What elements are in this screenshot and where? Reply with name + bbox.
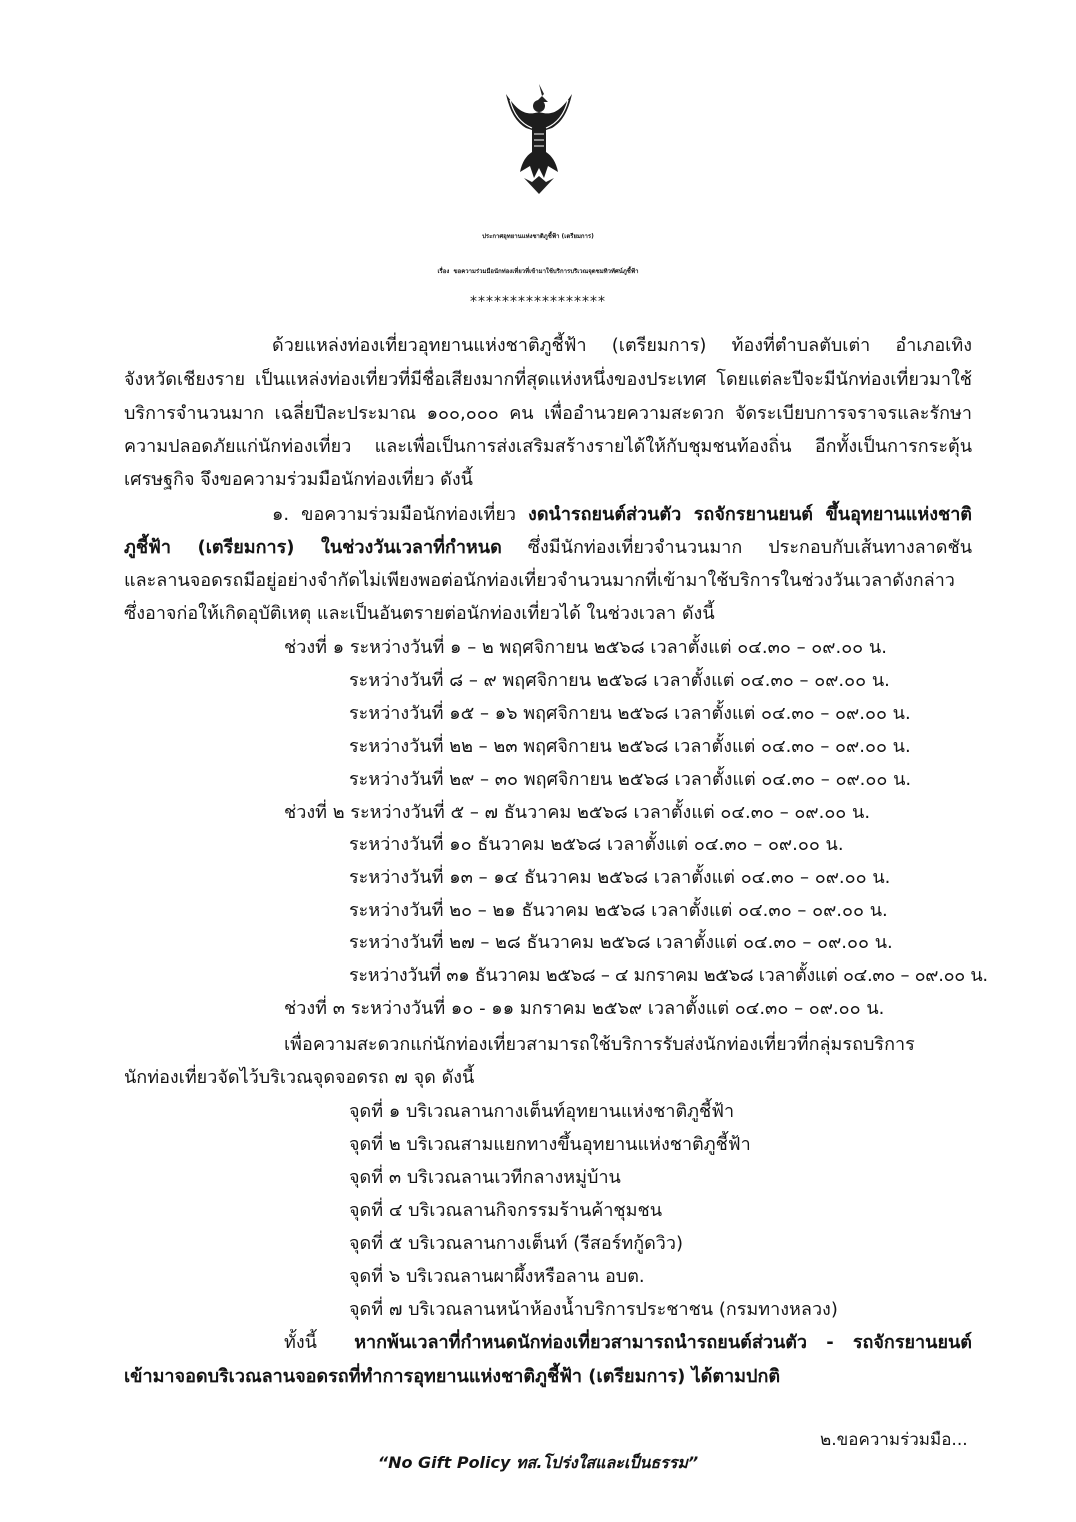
schedule-line: ระหว่างวันที่ ๒๐ – ๒๑ ธันวาคม ๒๕๖๘ เวลาตั้งแต่ ๐๔.๓๐ – ๐๙.๐๐ น. (349, 900, 888, 921)
schedule-line: ระหว่างวันที่ ๒๙ – ๓๐ พฤศจิกายน ๒๕๖๘ เวลาตั้งแต่ ๐๔.๓๐ – ๐๙.๐๐ น. (349, 769, 912, 790)
item1-line (124, 533, 972, 563)
schedule-line: ระหว่างวันที่ ๒๗ – ๒๘ ธันวาคม ๒๕๖๘ เวลาตั้งแต่ ๐๔.๓๐ – ๐๙.๐๐ น. (349, 932, 893, 953)
schedule-line: ระหว่างวันที่ ๑๓ – ๑๔ ธันวาคม ๒๕๖๘ เวลาตั้งแต่ ๐๔.๓๐ – ๐๙.๐๐ น. (349, 867, 891, 888)
pickup-point: จุดที่ ๔ บริเวณลานกิจกรรมร้านค้าชุมชน (349, 1200, 663, 1221)
schedule-line: ช่วงที่ ๒ ระหว่างวันที่ ๕ – ๗ ธันวาคม ๒๕๖๘ เวลาตั้งแต่ ๐๔.๓๐ – ๐๙.๐๐ น. (284, 802, 871, 823)
schedule-line: ช่วงที่ ๑ ระหว่างวันที่ ๑ – ๒ พฤศจิกายน ๒๕๖๘ เวลาตั้งแต่ ๐๔.๓๐ – ๐๙.๐๐ น. (284, 637, 887, 658)
pickup-point: จุดที่ ๓ บริเวณลานเวทีกลางหมู่บ้าน (349, 1167, 621, 1188)
separator: ***************** (470, 294, 606, 310)
schedule-line: ช่วงที่ ๓ ระหว่างวันที่ ๑๐ - ๑๑ มกราคม ๒๕๖๙ เวลาตั้งแต่ ๐๔.๓๐ – ๐๙.๐๐ น. (284, 998, 885, 1019)
schedule-line: ระหว่างวันที่ ๑๐ ธันวาคม ๒๕๖๘ เวลาตั้งแต่ ๐๔.๓๐ – ๐๙.๐๐ น. (349, 834, 844, 855)
closing-bold-text: หากพ้นเวลาที่กำหนดนักท่องเที่ยวสามารถนำรถยนต์ส่วนตัว - รถจักรยานยนต์ (354, 1332, 972, 1353)
closing-lead: ทั้งนี้ (284, 1332, 317, 1353)
item1-bold-text: งดนำรถยนต์ส่วนตัว รถจักรยานยนต์ ขึ้นอุทยานแห่งชาติ (528, 504, 972, 525)
closing-line: เข้ามาจอดบริเวณลานจอดรถที่ทำการอุทยานแห่งชาติภูชี้ฟ้า (เตรียมการ) ได้ตามปกติ (124, 1366, 781, 1387)
schedule-line: ระหว่างวันที่ ๓๑ ธันวาคม ๒๕๖๘ – ๔ มกราคม ๒๕๖๘ เวลาตั้งแต่ ๐๔.๓๐ – ๐๙.๐๐ น. (349, 965, 988, 986)
continuation-marker: ๒.ขอความร่วมมือ... (820, 1430, 968, 1450)
closing-line (284, 1328, 972, 1358)
pickup-point: จุดที่ ๒ บริเวณสามแยกทางขึ้นอุทยานแห่งชาติภูชี้ฟ้า (349, 1134, 751, 1155)
intro-line: เศรษฐกิจ จึงขอความร่วมมือนักท่องเที่ยว ดังนี้ (124, 469, 473, 490)
intro-line: จังหวัดเชียงราย เป็นแหล่งท่องเที่ยวที่มีชื่อเสียงมากที่สุดแห่งหนึ่งของประเทศ โดยแต่ละปีจะมีนักท่องเที่ยวมาใช้ (124, 369, 972, 390)
schedule-line: ระหว่างวันที่ ๘ – ๙ พฤศจิกายน ๒๕๖๘ เวลาตั้งแต่ ๐๔.๓๐ – ๐๙.๐๐ น. (349, 670, 890, 691)
item1-line (272, 500, 972, 530)
item1-bold-text: ภูชี้ฟ้า (เตรียมการ) ในช่วงวันเวลาที่กำหนด (124, 537, 502, 558)
item1-text: ๑. ขอความร่วมมือนักท่องเที่ยว (272, 504, 529, 525)
intro-line: บริการจำนวนมาก เฉลี่ยปีละประมาณ ๑๐๐,๐๐๐ คน เพื่ออำนวยความสะดวก จัดระเบียบการจราจรและรักษา (124, 403, 972, 424)
footer-slogan: “No Gift Policy ทส.โปร่งใสและเป็นธรรม” (377, 1453, 699, 1472)
pickup-point: จุดที่ ๗ บริเวณลานหน้าห้องน้ำบริการประชาชน (กรมทางหลวง) (349, 1299, 838, 1320)
pickup-point: จุดที่ ๖ บริเวณลานผาผึ้งหรือลาน อบต. (349, 1266, 645, 1287)
item1-text: ซึ่งมีนักท่องเที่ยวจำนวนมาก ประกอบกับเส้นทางลาดชัน (501, 537, 972, 558)
announcement-title: ประกาศอุทยานแห่งชาติภูชี้ฟ้า (เตรียมการ) (482, 233, 594, 240)
garuda-emblem-icon (496, 82, 582, 198)
subject-text: ขอความร่วมมือนักท่องเที่ยวที่เข้ามาใช้บริการบริเวณจุดชมทิวทัศน์ภูชี้ฟ้า (453, 268, 639, 275)
pickup-point: จุดที่ ๕ บริเวณลานกางเต็นท์ (รีสอร์ทกู้ดวิว) (349, 1233, 684, 1254)
shuttle-line: เพื่อความสะดวกแก่นักท่องเที่ยวสามารถใช้บริการรับส่งนักท่องเที่ยวที่กลุ่มรถบริการ (284, 1034, 915, 1055)
schedule-line: ระหว่างวันที่ ๑๕ – ๑๖ พฤศจิกายน ๒๕๖๘ เวลาตั้งแต่ ๐๔.๓๐ – ๐๙.๐๐ น. (349, 703, 911, 724)
intro-line: ความปลอดภัยแก่นักท่องเที่ยว และเพื่อเป็นการส่งเสริมสร้างรายได้ให้กับชุมชนท้องถิ่น อีกทั้งเป็นการกระตุ้น (124, 436, 972, 457)
subject-label: เรื่อง (437, 268, 450, 275)
item1-line: และลานจอดรถมีอยู่อย่างจำกัดไม่เพียงพอต่อนักท่องเที่ยวจำนวนมากที่เข้ามาใช้บริการในช่วงวันเวลาดังกล่าว (124, 570, 955, 591)
intro-line: ด้วยแหล่งท่องเที่ยวอุทยานแห่งชาติภูชี้ฟ้า (เตรียมการ) ท้องที่ตำบลตับเต่า อำเภอเทิง (272, 335, 972, 356)
pickup-point: จุดที่ ๑ บริเวณลานกางเต็นท์อุทยานแห่งชาติภูชี้ฟ้า (349, 1101, 735, 1122)
subject-line (0, 257, 1076, 287)
item1-line: ซึ่งอาจก่อให้เกิดอุบัติเหตุ และเป็นอันตรายต่อนักท่องเที่ยวได้ ในช่วงเวลา ดังนี้ (124, 603, 715, 624)
schedule-line: ระหว่างวันที่ ๒๒ – ๒๓ พฤศจิกายน ๒๕๖๘ เวลาตั้งแต่ ๐๔.๓๐ – ๐๙.๐๐ น. (349, 736, 911, 757)
shuttle-line: นักท่องเที่ยวจัดไว้บริเวณจุดจอดรถ ๗ จุด ดังนี้ (124, 1067, 475, 1088)
